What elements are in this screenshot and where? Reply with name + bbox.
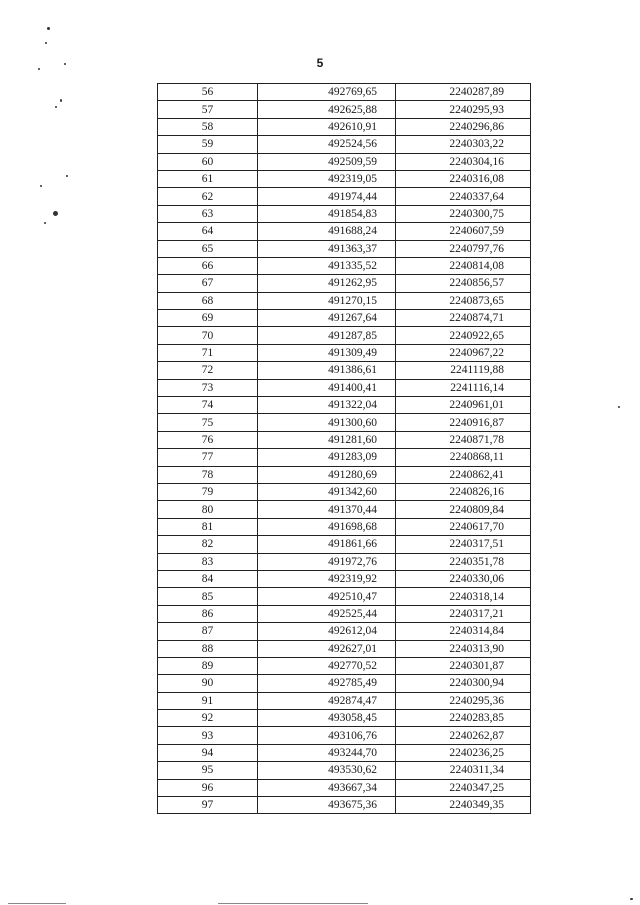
x-coordinate-cell: 491386,61 xyxy=(258,362,396,379)
x-coordinate-cell: 492510,47 xyxy=(258,588,396,605)
x-coordinate-cell: 493058,45 xyxy=(258,710,396,727)
y-coordinate-cell: 2241119,88 xyxy=(396,362,531,379)
y-coordinate-cell: 2240826,16 xyxy=(396,483,531,500)
point-number-cell: 57 xyxy=(158,101,258,118)
x-coordinate-cell: 492524,56 xyxy=(258,136,396,153)
y-coordinate-cell: 2240349,35 xyxy=(396,797,531,814)
point-number-cell: 70 xyxy=(158,327,258,344)
table-row xyxy=(158,136,531,153)
table-row xyxy=(158,362,531,379)
y-coordinate-cell: 2240814,08 xyxy=(396,257,531,274)
table-row xyxy=(158,275,531,292)
y-coordinate-cell: 2240318,14 xyxy=(396,588,531,605)
x-coordinate-cell: 492525,44 xyxy=(258,605,396,622)
table-row xyxy=(158,675,531,692)
y-coordinate-cell: 2240967,22 xyxy=(396,344,531,361)
x-coordinate-cell: 491281,60 xyxy=(258,431,396,448)
point-number-cell: 96 xyxy=(158,779,258,796)
table-row xyxy=(158,118,531,135)
point-number-cell: 58 xyxy=(158,118,258,135)
table-row xyxy=(158,692,531,709)
scan-speck xyxy=(38,68,40,70)
point-number-cell: 80 xyxy=(158,501,258,518)
table-row xyxy=(158,501,531,518)
x-coordinate-cell: 493667,34 xyxy=(258,779,396,796)
y-coordinate-cell: 2240287,89 xyxy=(396,84,531,101)
point-number-cell: 79 xyxy=(158,483,258,500)
table-row xyxy=(158,623,531,640)
y-coordinate-cell: 2240607,59 xyxy=(396,223,531,240)
y-coordinate-cell: 2240317,51 xyxy=(396,536,531,553)
y-coordinate-cell: 2240337,64 xyxy=(396,188,531,205)
y-coordinate-cell: 2240961,01 xyxy=(396,397,531,414)
x-coordinate-cell: 492770,52 xyxy=(258,657,396,674)
point-number-cell: 76 xyxy=(158,431,258,448)
x-coordinate-cell: 491335,52 xyxy=(258,257,396,274)
y-coordinate-cell: 2240283,85 xyxy=(396,710,531,727)
y-coordinate-cell: 2240303,22 xyxy=(396,136,531,153)
x-coordinate-cell: 491287,85 xyxy=(258,327,396,344)
point-number-cell: 59 xyxy=(158,136,258,153)
point-number-cell: 64 xyxy=(158,223,258,240)
y-coordinate-cell: 2240295,36 xyxy=(396,692,531,709)
y-coordinate-cell: 2240300,75 xyxy=(396,205,531,222)
point-number-cell: 60 xyxy=(158,153,258,170)
table-row xyxy=(158,170,531,187)
table-row xyxy=(158,257,531,274)
x-coordinate-cell: 491262,95 xyxy=(258,275,396,292)
y-coordinate-cell: 2240868,11 xyxy=(396,449,531,466)
y-coordinate-cell: 2240313,90 xyxy=(396,640,531,657)
point-number-cell: 74 xyxy=(158,397,258,414)
table-row xyxy=(158,570,531,587)
table-row xyxy=(158,710,531,727)
table-row xyxy=(158,536,531,553)
point-number-cell: 72 xyxy=(158,362,258,379)
y-coordinate-cell: 2240301,87 xyxy=(396,657,531,674)
table-row xyxy=(158,379,531,396)
point-number-cell: 88 xyxy=(158,640,258,657)
point-number-cell: 63 xyxy=(158,205,258,222)
table-row xyxy=(158,188,531,205)
y-coordinate-cell: 2240314,84 xyxy=(396,623,531,640)
table-row xyxy=(158,518,531,535)
y-coordinate-cell: 2240330,06 xyxy=(396,570,531,587)
table-row xyxy=(158,310,531,327)
scan-speck xyxy=(47,27,50,30)
x-coordinate-cell: 492509,59 xyxy=(258,153,396,170)
y-coordinate-cell: 2240262,87 xyxy=(396,727,531,744)
x-coordinate-cell: 491280,69 xyxy=(258,466,396,483)
x-coordinate-cell: 491972,76 xyxy=(258,553,396,570)
bottom-scan-line xyxy=(218,903,368,904)
y-coordinate-cell: 2240617,70 xyxy=(396,518,531,535)
x-coordinate-cell: 492612,04 xyxy=(258,623,396,640)
y-coordinate-cell: 2241116,14 xyxy=(396,379,531,396)
x-coordinate-cell: 491861,66 xyxy=(258,536,396,553)
point-number-cell: 66 xyxy=(158,257,258,274)
x-coordinate-cell: 491283,09 xyxy=(258,449,396,466)
point-number-cell: 56 xyxy=(158,84,258,101)
table-row xyxy=(158,414,531,431)
table-row xyxy=(158,779,531,796)
table-row xyxy=(158,727,531,744)
scan-speck xyxy=(53,211,58,216)
x-coordinate-cell: 492874,47 xyxy=(258,692,396,709)
bottom-scan-line xyxy=(8,903,66,904)
x-coordinate-cell: 491400,41 xyxy=(258,379,396,396)
table-row xyxy=(158,223,531,240)
table-row xyxy=(158,240,531,257)
scan-speck xyxy=(45,42,47,44)
point-number-cell: 91 xyxy=(158,692,258,709)
x-coordinate-cell: 492610,91 xyxy=(258,118,396,135)
point-number-cell: 73 xyxy=(158,379,258,396)
table-row xyxy=(158,292,531,309)
point-number-cell: 71 xyxy=(158,344,258,361)
y-coordinate-cell: 2240296,86 xyxy=(396,118,531,135)
table-row xyxy=(158,640,531,657)
scan-speck xyxy=(55,106,57,108)
y-coordinate-cell: 2240236,25 xyxy=(396,744,531,761)
table-row xyxy=(158,84,531,101)
table-row xyxy=(158,483,531,500)
x-coordinate-cell: 491974,44 xyxy=(258,188,396,205)
table-row xyxy=(158,762,531,779)
table-row xyxy=(158,657,531,674)
x-coordinate-cell: 492769,65 xyxy=(258,84,396,101)
y-coordinate-cell: 2240300,94 xyxy=(396,675,531,692)
table-row xyxy=(158,449,531,466)
x-coordinate-cell: 491688,24 xyxy=(258,223,396,240)
point-number-cell: 65 xyxy=(158,240,258,257)
point-number-cell: 85 xyxy=(158,588,258,605)
y-coordinate-cell: 2240871,78 xyxy=(396,431,531,448)
y-coordinate-cell: 2240351,78 xyxy=(396,553,531,570)
table-row xyxy=(158,588,531,605)
point-number-cell: 84 xyxy=(158,570,258,587)
point-number-cell: 97 xyxy=(158,797,258,814)
scan-speck xyxy=(64,63,66,65)
y-coordinate-cell: 2240317,21 xyxy=(396,605,531,622)
scan-speck xyxy=(618,406,620,408)
page-number: 5 xyxy=(316,56,324,70)
point-number-cell: 69 xyxy=(158,310,258,327)
table-row xyxy=(158,431,531,448)
point-number-cell: 95 xyxy=(158,762,258,779)
point-number-cell: 87 xyxy=(158,623,258,640)
table-row xyxy=(158,605,531,622)
point-number-cell: 90 xyxy=(158,675,258,692)
coordinates-table xyxy=(157,83,531,814)
point-number-cell: 86 xyxy=(158,605,258,622)
y-coordinate-cell: 2240304,16 xyxy=(396,153,531,170)
x-coordinate-cell: 493106,76 xyxy=(258,727,396,744)
point-number-cell: 92 xyxy=(158,710,258,727)
y-coordinate-cell: 2240316,08 xyxy=(396,170,531,187)
y-coordinate-cell: 2240862,41 xyxy=(396,466,531,483)
point-number-cell: 83 xyxy=(158,553,258,570)
y-coordinate-cell: 2240916,87 xyxy=(396,414,531,431)
point-number-cell: 93 xyxy=(158,727,258,744)
scan-speck xyxy=(40,185,42,187)
x-coordinate-cell: 491322,04 xyxy=(258,397,396,414)
point-number-cell: 62 xyxy=(158,188,258,205)
x-coordinate-cell: 491267,64 xyxy=(258,310,396,327)
y-coordinate-cell: 2240873,65 xyxy=(396,292,531,309)
scan-speck xyxy=(630,898,633,900)
scan-speck xyxy=(66,175,68,177)
x-coordinate-cell: 492627,01 xyxy=(258,640,396,657)
scan-speck xyxy=(60,99,62,102)
table-row xyxy=(158,327,531,344)
y-coordinate-cell: 2240856,57 xyxy=(396,275,531,292)
x-coordinate-cell: 493530,62 xyxy=(258,762,396,779)
point-number-cell: 81 xyxy=(158,518,258,535)
x-coordinate-cell: 492785,49 xyxy=(258,675,396,692)
y-coordinate-cell: 2240809,84 xyxy=(396,501,531,518)
x-coordinate-cell: 491370,44 xyxy=(258,501,396,518)
point-number-cell: 67 xyxy=(158,275,258,292)
table-row xyxy=(158,553,531,570)
x-coordinate-cell: 491300,60 xyxy=(258,414,396,431)
table-row xyxy=(158,344,531,361)
x-coordinate-cell: 493675,36 xyxy=(258,797,396,814)
x-coordinate-cell: 491309,49 xyxy=(258,344,396,361)
x-coordinate-cell: 492319,92 xyxy=(258,570,396,587)
x-coordinate-cell: 491363,37 xyxy=(258,240,396,257)
y-coordinate-cell: 2240797,76 xyxy=(396,240,531,257)
x-coordinate-cell: 492319,05 xyxy=(258,170,396,187)
table-row xyxy=(158,466,531,483)
y-coordinate-cell: 2240295,93 xyxy=(396,101,531,118)
x-coordinate-cell: 491270,15 xyxy=(258,292,396,309)
coordinates-table-body xyxy=(158,84,531,814)
table-row xyxy=(158,397,531,414)
point-number-cell: 75 xyxy=(158,414,258,431)
x-coordinate-cell: 492625,88 xyxy=(258,101,396,118)
point-number-cell: 61 xyxy=(158,170,258,187)
x-coordinate-cell: 491342,60 xyxy=(258,483,396,500)
point-number-cell: 77 xyxy=(158,449,258,466)
x-coordinate-cell: 493244,70 xyxy=(258,744,396,761)
y-coordinate-cell: 2240874,71 xyxy=(396,310,531,327)
table-row xyxy=(158,797,531,814)
point-number-cell: 68 xyxy=(158,292,258,309)
table-row xyxy=(158,205,531,222)
x-coordinate-cell: 491854,83 xyxy=(258,205,396,222)
point-number-cell: 78 xyxy=(158,466,258,483)
point-number-cell: 94 xyxy=(158,744,258,761)
y-coordinate-cell: 2240922,65 xyxy=(396,327,531,344)
table-row xyxy=(158,153,531,170)
table-row xyxy=(158,744,531,761)
point-number-cell: 89 xyxy=(158,657,258,674)
point-number-cell: 82 xyxy=(158,536,258,553)
table-row xyxy=(158,101,531,118)
y-coordinate-cell: 2240311,34 xyxy=(396,762,531,779)
y-coordinate-cell: 2240347,25 xyxy=(396,779,531,796)
x-coordinate-cell: 491698,68 xyxy=(258,518,396,535)
scan-speck xyxy=(44,222,46,224)
